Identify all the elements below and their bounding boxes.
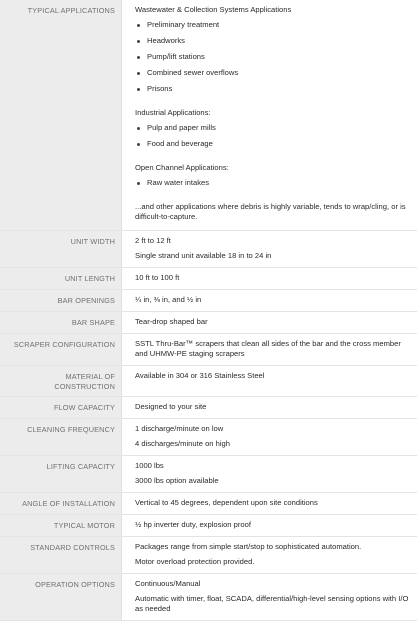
spec-value: 2 ft to 12 ft Single strand unit available 18 in to 24 in xyxy=(122,230,417,267)
applications-note: ...and other applications where debris is highly variable, tends to wrap/cling, or is difficult-to-capture. xyxy=(135,202,413,222)
spec-label: TYPICAL MOTOR xyxy=(0,514,122,536)
spec-label: LIFTING CAPACITY xyxy=(0,455,122,492)
spec-value: 1 discharge/minute on low 4 discharges/minute on high xyxy=(122,418,417,455)
spec-value: 1000 lbs 3000 lbs option available xyxy=(122,455,417,492)
bullet-icon xyxy=(137,127,140,130)
spec-label: CLEANING FREQUENCY xyxy=(0,418,122,455)
bullet-icon xyxy=(137,88,140,91)
list-item: Raw water intakes xyxy=(135,178,413,188)
spec-row-unit-length xyxy=(0,267,417,289)
list-item: Pulp and paper mills xyxy=(135,123,413,133)
bullet-icon xyxy=(137,72,140,75)
bullet-icon xyxy=(137,143,140,146)
spec-value: SSTL Thru-Bar™ scrapers that clean all sides of the bar and the cross member and UHMW-PE staging scrapers xyxy=(122,333,417,365)
spec-row-standard-controls xyxy=(0,536,417,573)
spec-row-bar-openings xyxy=(0,289,417,311)
list-item: Prisons xyxy=(135,84,413,94)
spec-label: MATERIAL OF CONSTRUCTION xyxy=(0,365,122,396)
spec-value: Available in 304 or 316 Stainless Steel xyxy=(122,365,417,396)
industrial-list xyxy=(135,123,413,149)
spec-label: UNIT WIDTH xyxy=(0,230,122,267)
spec-row-angle-of-installation xyxy=(0,492,417,514)
spec-label: OPERATION OPTIONS xyxy=(0,573,122,620)
spec-value: ¼ in, ⅜ in, and ½ in xyxy=(122,289,417,311)
list-item: Food and beverage xyxy=(135,139,413,149)
spec-label: BAR OPENINGS xyxy=(0,289,122,311)
spec-row-lifting-capacity xyxy=(0,455,417,492)
spec-value: Packages range from simple start/stop to sophisticated automation. Motor overload protection provided. xyxy=(122,536,417,573)
wastewater-list xyxy=(135,20,413,94)
industrial-heading: Industrial Applications: xyxy=(135,108,413,118)
spec-label: STANDARD CONTROLS xyxy=(0,536,122,573)
spec-row-scraper-configuration xyxy=(0,333,417,365)
spec-row-typical-applications xyxy=(0,0,417,230)
spec-row-material-of-construction xyxy=(0,365,417,396)
bullet-icon xyxy=(137,24,140,27)
spec-row-operation-options xyxy=(0,573,417,620)
spec-row-typical-motor xyxy=(0,514,417,536)
spec-label: FLOW CAPACITY xyxy=(0,396,122,418)
spec-row-unit-width xyxy=(0,230,417,267)
open-channel-heading: Open Channel Applications: xyxy=(135,163,413,173)
spec-value: 10 ft to 100 ft xyxy=(122,267,417,289)
spec-label: SCRAPER CONFIGURATION xyxy=(0,333,122,365)
list-item: Headworks xyxy=(135,36,413,46)
wastewater-heading: Wastewater & Collection Systems Applications xyxy=(135,5,413,15)
spec-value xyxy=(122,0,417,230)
spec-value: ½ hp inverter duty, explosion proof xyxy=(122,514,417,536)
bullet-icon xyxy=(137,56,140,59)
spec-row-bar-shape xyxy=(0,311,417,333)
bullet-icon xyxy=(137,182,140,185)
list-item: Pump/lift stations xyxy=(135,52,413,62)
spec-row-flow-capacity xyxy=(0,396,417,418)
bullet-icon xyxy=(137,40,140,43)
spec-label: ANGLE OF INSTALLATION xyxy=(0,492,122,514)
spec-value: Designed to your site xyxy=(122,396,417,418)
spec-value: Vertical to 45 degrees, dependent upon site conditions xyxy=(122,492,417,514)
open-channel-list xyxy=(135,178,413,188)
spec-label: BAR SHAPE xyxy=(0,311,122,333)
spec-label: UNIT LENGTH xyxy=(0,267,122,289)
list-item: Combined sewer overflows xyxy=(135,68,413,78)
spec-value: Tear-drop shaped bar xyxy=(122,311,417,333)
list-item: Preliminary treatment xyxy=(135,20,413,30)
spec-label: TYPICAL APPLICATIONS xyxy=(0,0,122,230)
spec-row-cleaning-frequency xyxy=(0,418,417,455)
spec-value: Continuous/Manual Automatic with timer, float, SCADA, differential/high-level sensing options with I/O as needed xyxy=(122,573,417,620)
